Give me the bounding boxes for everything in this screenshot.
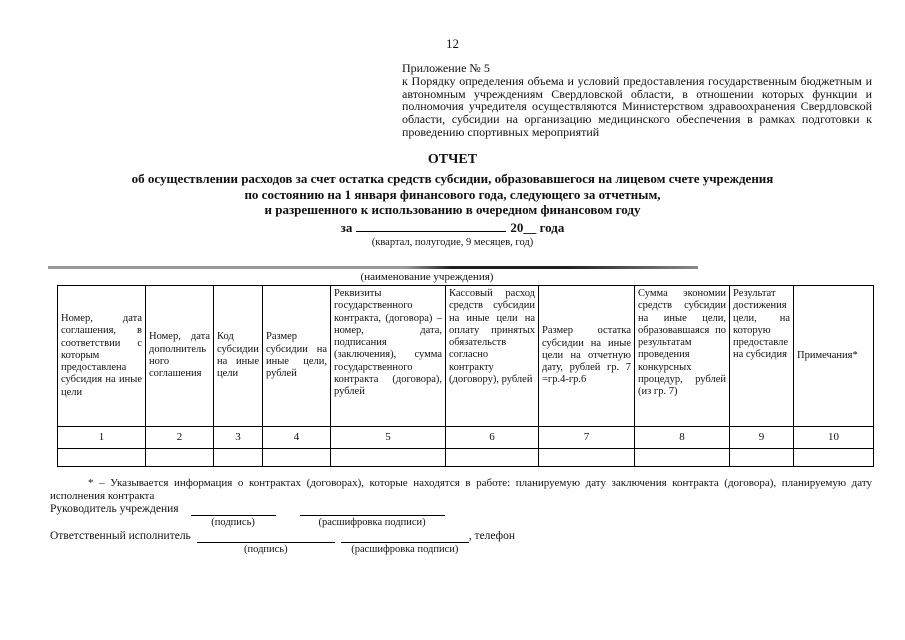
column-number-cell: 5 — [331, 427, 446, 449]
period-hint: (квартал, полугодие, 9 месяцев, год) — [371, 237, 534, 248]
empty-cell — [214, 449, 263, 467]
table-header-cell: Размер субсидии на иные цели, рублей — [263, 286, 331, 427]
report-subtitle — [25, 171, 880, 218]
column-number-row — [58, 427, 874, 449]
empty-cell — [730, 449, 794, 467]
column-number-cell: 10 — [794, 427, 874, 449]
empty-cell — [635, 449, 730, 467]
empty-cell — [263, 449, 331, 467]
table-header-cell: Кассовый расход средств субсидии на иные цели на оплату принятых обязательств согласно контракту (договору), рублей — [446, 286, 539, 427]
table-header-cell: Код субсидии на иные цели — [214, 286, 263, 427]
table-header-cell: Примечания* — [794, 286, 874, 427]
report-subtitle-line-1: об осуществлении расходов за счет остатка средств субсидии, образовавшегося на лицевом счете учреждения — [131, 171, 774, 186]
transcript-field — [341, 530, 469, 557]
executor-label: Ответственный исполнитель — [50, 530, 191, 542]
empty-cell — [146, 449, 214, 467]
report-table — [57, 285, 874, 467]
organization-name-hint: (наименование учреждения) — [360, 271, 494, 283]
transcript-field — [300, 503, 445, 530]
column-number-cell: 4 — [263, 427, 331, 449]
empty-cell — [446, 449, 539, 467]
empty-cell — [331, 449, 446, 467]
page-number: 12 — [446, 36, 459, 51]
signature-hint: (подпись) — [211, 517, 255, 528]
column-number-cell: 2 — [146, 427, 214, 449]
transcript-hint: (расшифровка подписи) — [318, 517, 426, 528]
transcript-hint: (расшифровка подписи) — [351, 544, 459, 555]
column-number-cell: 1 — [58, 427, 146, 449]
head-label: Руководитель учреждения — [50, 503, 179, 515]
table-header-cell: Номер, дата дополнительного соглашения — [146, 286, 214, 427]
appendix-body: к Порядку определения объема и условий предоставления государственным бюджетным и автономным учреждениям Свердловской области, в отношении которых функции и полномочия учредителя осуществляются Министерством здравоохранения Свердловской области, субсидии на организацию медицинского обеспечения в рамках подготовки к проведению спортивных мероприятий — [402, 73, 872, 139]
period-blank-field — [356, 219, 506, 232]
empty-cell — [794, 449, 874, 467]
column-number-cell: 3 — [214, 427, 263, 449]
transcript-blank — [300, 503, 445, 516]
signature-hint: (подпись) — [244, 544, 288, 555]
signature-field — [197, 530, 335, 557]
period-suffix: 20__ года — [510, 220, 565, 235]
column-number-cell: 6 — [446, 427, 539, 449]
signature-row-executor — [50, 530, 515, 557]
empty-cell — [539, 449, 635, 467]
signature-blank — [197, 530, 335, 543]
period-prefix: за — [340, 220, 353, 235]
table-header-cell: Размер остатка субсидии на иные цели на отчетную дату, рублей гр. 7 =гр.4-гр.6 — [539, 286, 635, 427]
phone-suffix: , телефон — [468, 530, 516, 542]
table-header-row — [58, 286, 874, 427]
table-header-cell: Реквизиты государственного контракта, (договора) – номер, дата, подписания (заключения), сумма государственного контракта (договора), рублей — [331, 286, 446, 427]
report-title: ОТЧЕТ — [427, 152, 478, 167]
report-subtitle-line-2: по состоянию на 1 января финансового года, следующего за отчетным, — [244, 186, 661, 202]
signature-row-head — [50, 503, 445, 530]
empty-data-row — [58, 449, 874, 467]
transcript-blank — [341, 530, 469, 543]
column-number-cell: 8 — [635, 427, 730, 449]
footnote: * – Указывается информация о контрактах (договорах), которые находятся в работе: планируемую дату заключения контракта (договора), планируемую дату исполнения контракта — [50, 477, 872, 502]
table-header-cell: Результат достижения цели, на которую предоставлена субсидия — [730, 286, 794, 427]
column-number-cell: 7 — [539, 427, 635, 449]
organization-name-rule — [48, 266, 698, 269]
appendix-title: Приложение № 5 — [402, 61, 490, 75]
report-subtitle-line-3: и разрешенного к использованию в очередном финансовом году — [264, 202, 641, 217]
signature-blank — [191, 503, 276, 516]
column-number-cell: 9 — [730, 427, 794, 449]
table-header-cell: Номер, дата соглашения, в соответствии с которым предоставлена субсидия на иные цели — [58, 286, 146, 427]
period-line — [0, 219, 905, 236]
empty-cell — [58, 449, 146, 467]
table-header-cell: Сумма экономии средств субсидии на иные цели, образовавшаяся по результатам проведения конкурсных процедур, рублей (из гр. 7) — [635, 286, 730, 427]
signature-field — [191, 503, 276, 530]
appendix-block — [402, 62, 872, 139]
